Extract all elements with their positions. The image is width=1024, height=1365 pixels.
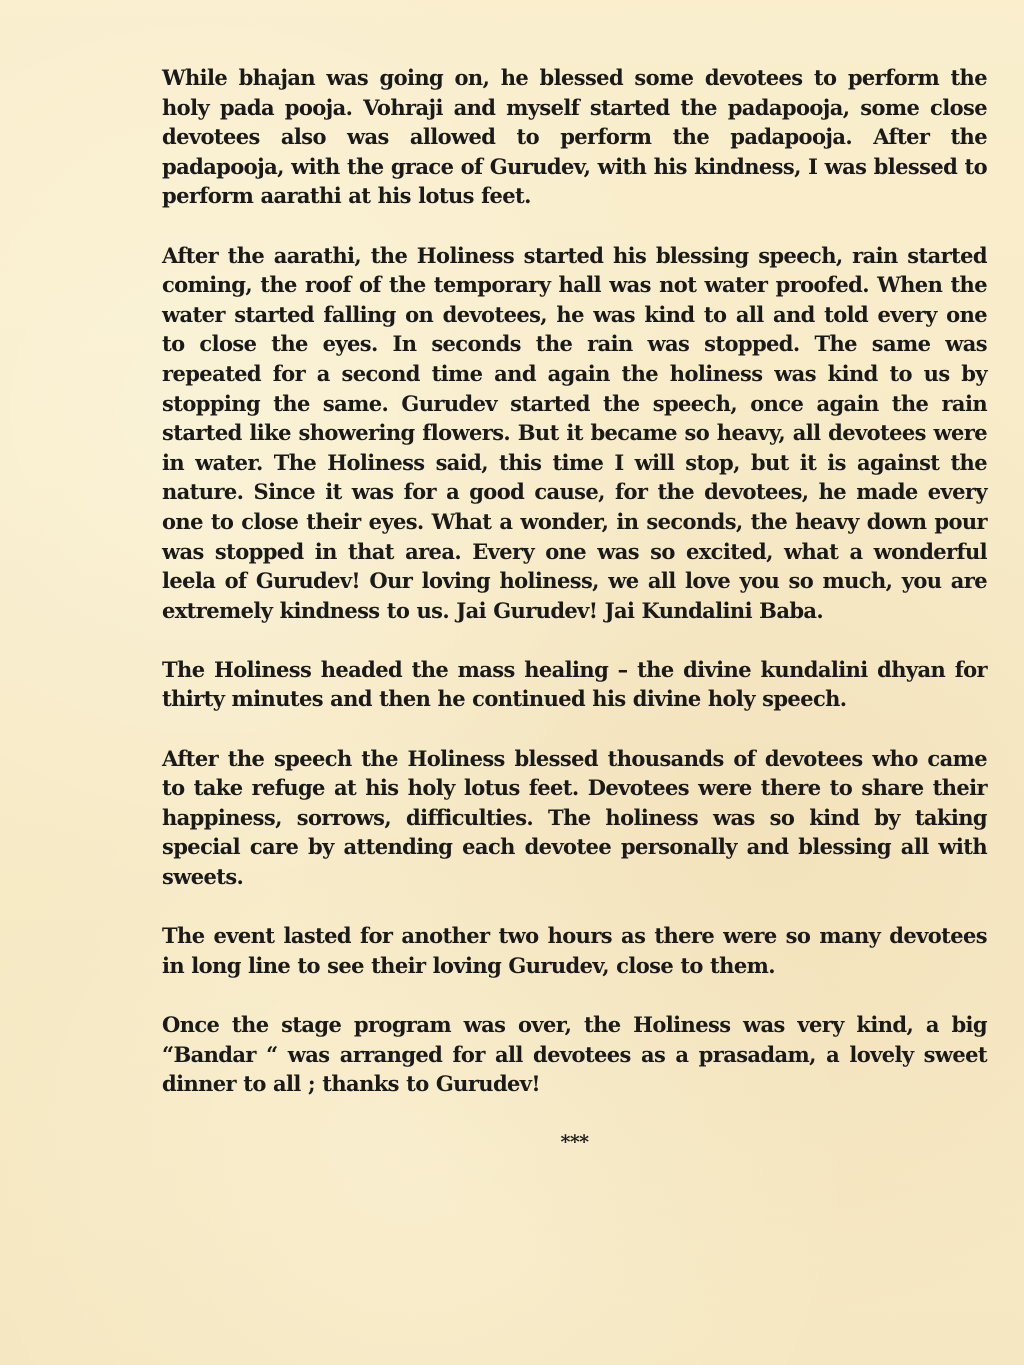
paragraph-padapooja: While bhajan was going on, he blessed some devotees to perform the holy pada pooja. Vohraji and myself started the padapooja, some close devotees also was allowed to perform the padapooja. After the padapooja, with the grace of Gurudev, with his kindness, I was blessed to perform aarathi at his lotus feet. [162, 65, 987, 209]
paragraph-event-duration: The event lasted for another two hours as there were so many devotees in long line to see their loving Gurudev, close to them. [162, 923, 987, 978]
paragraph-rain-miracle: After the aarathi, the Holiness started his blessing speech, rain started coming, the roof of the temporary hall was not water proofed. When the water started falling on devotees, he was kind to all and told every one to close the eyes. In seconds the rain was stopped. The same was repeated for a second time and again the holiness was kind to us by stopping the same. Gurudev started the speech, once again the rain started like showering flowers. But it became so heavy, all devotees were in water. The Holiness said, this time I will stop, but it is against the nature. Since it was for a good cause, for the devotees, he made every one to close their eyes. What a wonder, in seconds, the heavy down pour was stopped in that area. Every one was so excited, what a wonderful leela of Gurudev! Our loving holiness, we all love you so much, you are extremely kindness to us. Jai Gurudev! Jai Kundalini Baba. [162, 242, 987, 623]
paragraph-mass-healing: The Holiness headed the mass healing – the divine kundalini dhyan for thirty minutes and then he continued his divine holy speech. [162, 656, 987, 712]
section-separator: *** [560, 1131, 589, 1154]
document-body [162, 63, 987, 1158]
paragraph-blessing-devotees: After the speech the Holiness blessed thousands of devotees who came to take refuge at his holy lotus feet. Devotees were there to share their happiness, sorrows, difficulties. The holiness was so kind by taking special care by attending each devotee personally and blessing all with sweets. [162, 745, 987, 890]
paragraph-prasadam: Once the stage program was over, the Holiness was very kind, a big “Bandar “ was arranged for all devotees as a prasadam, a lovely sweet dinner to all ; thanks to Gurudev! [162, 1012, 987, 1097]
